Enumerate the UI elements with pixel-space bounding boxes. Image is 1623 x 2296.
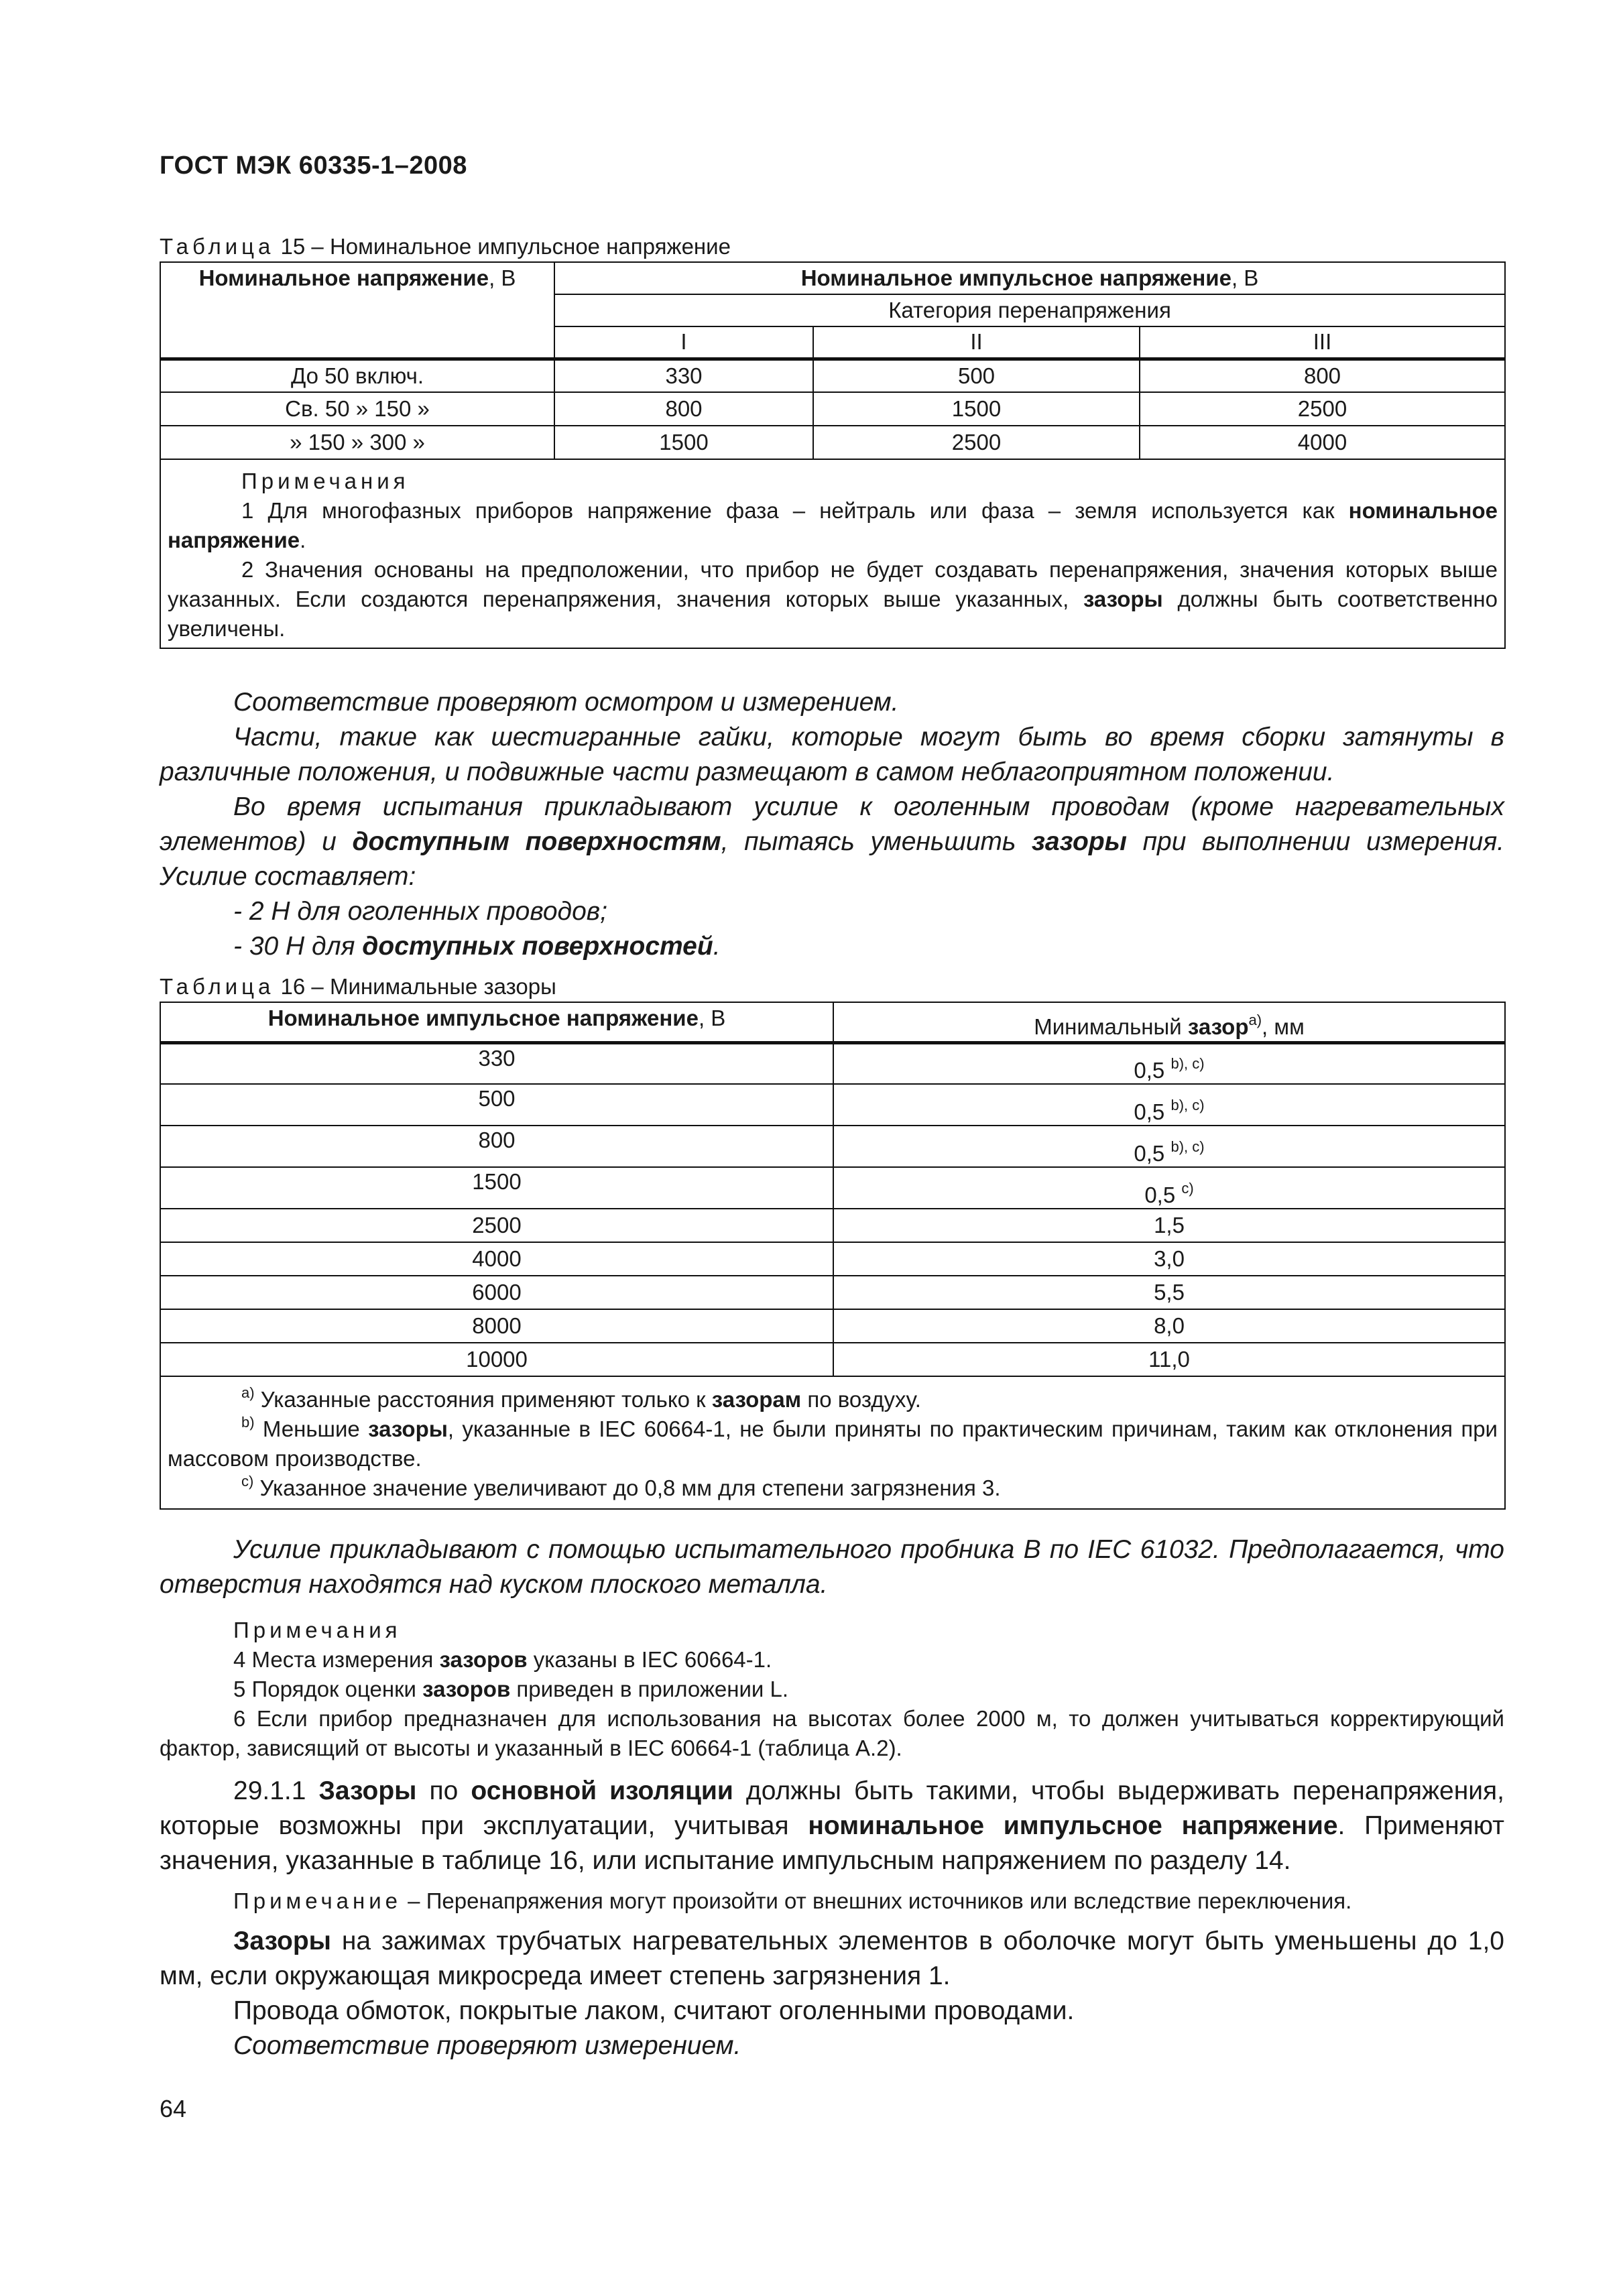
table-cell: До 50 включ. <box>160 359 554 392</box>
table-row <box>160 1242 1505 1276</box>
table-cell: 2500 <box>160 1209 833 1242</box>
table-cell: 800 <box>554 392 813 426</box>
table-cell: 1500 <box>160 1167 833 1209</box>
table-row <box>160 1209 1505 1242</box>
table-cell: » 150 » 300 » <box>160 426 554 459</box>
table-15-header-voltage: Номинальное напряжение, В <box>160 262 554 359</box>
table-cell: Св. 50 » 150 » <box>160 392 554 426</box>
table-cell: 11,0 <box>833 1343 1505 1376</box>
table-row <box>160 359 1505 392</box>
list-item: - 30 Н для доступных поверхностей. <box>233 932 721 961</box>
table-cell: 1500 <box>813 392 1140 426</box>
table-16-block <box>160 973 1504 1510</box>
table-row <box>160 392 1505 426</box>
table-15-note-2: 2 Значения основаны на предположении, что прибор не будет создавать перенапряжения, значения которых выше указанных. Если создаются перенапряжения, значения которых выше указанных, зазоры должны быть соответственно увеличены. <box>168 557 1498 641</box>
table-cell: 2500 <box>1140 392 1505 426</box>
footnote-c: $^{c)}$ Указанное значение увеличивают до 0,8 мм для степени загрязнения 3. <box>241 1473 1001 1500</box>
table-16 <box>160 1002 1506 1510</box>
table-cell: 500 <box>813 359 1140 392</box>
table-15-block <box>160 233 1504 649</box>
notes-title: Примечания <box>241 469 410 493</box>
table-15-cat: I <box>554 326 813 359</box>
table-cell: 0,5 $^{b), c)}$ <box>833 1084 1505 1126</box>
table-cell: 800 <box>160 1126 833 1167</box>
table-16-footnotes <box>160 1376 1505 1509</box>
notes-title: Примечания <box>233 1618 402 1642</box>
note-5: 5 Порядок оценки зазоров приведен в приложении L. <box>233 1677 789 1701</box>
table-cell: 330 <box>160 1042 833 1084</box>
document-header: ГОСТ МЭК 60335-1–2008 <box>160 152 467 180</box>
table-cell: 10000 <box>160 1343 833 1376</box>
table-row <box>160 1126 1505 1167</box>
table-15-note-1: 1 Для многофазных приборов напряжение фаза – нейтраль или фаза – земля используется как номинальное напряжение. <box>168 498 1498 552</box>
paragraph: Части, такие как шестигранные гайки, которые могут быть во время сборки затянуты в различные положения, и подвижные части размещают в самом неблагоприятном положении. <box>160 723 1504 786</box>
footnote-a: $^{a)}$ Указанные расстояния применяют только к зазорам по воздуху. <box>241 1384 921 1412</box>
table-cell: 1500 <box>554 426 813 459</box>
table-row <box>160 1309 1505 1343</box>
table-15-cat: II <box>813 326 1140 359</box>
table-cell: 2500 <box>813 426 1140 459</box>
body-section-1 <box>160 685 1504 964</box>
table-row <box>160 426 1505 459</box>
table-15-header-impulse: Номинальное импульсное напряжение, В <box>554 262 1505 294</box>
table-15-caption: Таблица 15 – Номинальное импульсное напряжение <box>160 234 731 259</box>
note: Примечание – Перенапряжения могут произойти от внешних источников или вследствие переключения. <box>233 1888 1352 1913</box>
paragraph: Во время испытания прикладывают усилие к оголенным проводам (кроме нагревательных элементов) и доступным поверхностям, пытаясь уменьшить зазоры при выполнении измерения. Усилие составляет: <box>160 792 1504 891</box>
table-15 <box>160 261 1506 649</box>
table-16-header-clearance: Минимальный зазор$^{a)}$, мм <box>833 1002 1505 1042</box>
table-cell: 4000 <box>1140 426 1505 459</box>
note-4: 4 Места измерения зазоров указаны в IEC 60664-1. <box>233 1647 772 1672</box>
table-cell: 5,5 <box>833 1276 1505 1309</box>
table-cell: 800 <box>1140 359 1505 392</box>
table-cell: 330 <box>554 359 813 392</box>
clause-29-1-1: 29.1.1 Зазоры по основной изоляции должны быть такими, чтобы выдерживать перенапряжения, которые возможны при эксплуатации, учитывая номинальное импульсное напряжение. Применяют значения, указанные в таблице 16, или испытание импульсным напряжением по разделу 14. <box>160 1776 1504 1875</box>
table-15-notes <box>160 459 1505 648</box>
paragraph: Провода обмоток, покрытые лаком, считают оголенными проводами. <box>233 1996 1075 2025</box>
table-cell: 8,0 <box>833 1309 1505 1343</box>
table-row <box>160 1042 1505 1084</box>
table-cell: 500 <box>160 1084 833 1126</box>
table-cell: 0,5 $^{c)}$ <box>833 1167 1505 1209</box>
table-15-header-category: Категория перенапряжения <box>554 294 1505 326</box>
table-cell: 0,5 $^{b), c)}$ <box>833 1042 1505 1084</box>
table-row <box>160 1276 1505 1309</box>
paragraph: Зазоры на зажимах трубчатых нагревательных элементов в оболочке могут быть уменьшены до 1,0 мм, если окружающая микросреда имеет степень загрязнения 1. <box>160 1927 1504 1990</box>
table-16-header-voltage: Номинальное импульсное напряжение, В <box>160 1002 833 1042</box>
footnote-b: $^{b)}$ Меньшие зазоры, указанные в IEC 60664-1, не были приняты по практическим причинам, таким как отклонения при массовом производстве. <box>168 1414 1498 1471</box>
paragraph: Соответствие проверяют осмотром и измерением. <box>233 688 899 717</box>
table-15-cat: III <box>1140 326 1505 359</box>
page-number: 64 <box>160 2095 187 2122</box>
note-6: 6 Если прибор предназначен для использования на высотах более 2000 м, то должен учитываться корректирующий фактор, зависящий от высоты и указанный в IEC 60664-1 (таблица A.2). <box>160 1706 1504 1760</box>
table-row <box>160 1343 1505 1376</box>
table-cell: 6000 <box>160 1276 833 1309</box>
list-item: - 2 Н для оголенных проводов; <box>233 897 607 926</box>
paragraph: Соответствие проверяют измерением. <box>233 2031 741 2060</box>
table-cell: 8000 <box>160 1309 833 1343</box>
table-cell: 0,5 $^{b), c)}$ <box>833 1126 1505 1167</box>
table-cell: 1,5 <box>833 1209 1505 1242</box>
body-section-2 <box>160 1532 1504 2063</box>
table-row <box>160 1084 1505 1126</box>
table-cell: 4000 <box>160 1242 833 1276</box>
table-row <box>160 1167 1505 1209</box>
paragraph: Усилие прикладывают с помощью испытательного пробника B по IEC 61032. Предполагается, что отверстия находятся над куском плоского металла. <box>160 1535 1504 1599</box>
table-16-caption: Таблица 16 – Минимальные зазоры <box>160 974 556 999</box>
table-cell: 3,0 <box>833 1242 1505 1276</box>
